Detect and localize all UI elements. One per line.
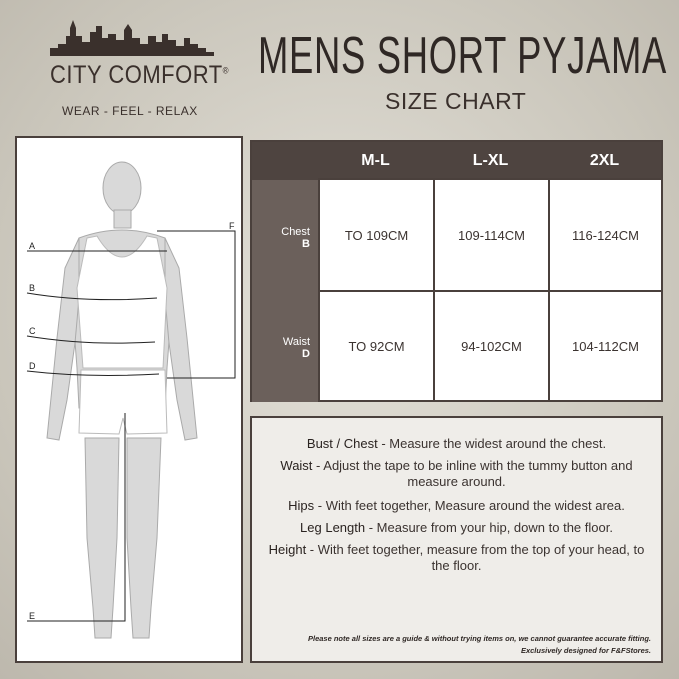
row-headers xyxy=(252,180,318,402)
note-chest: Bust / Chest - Measure the widest around the chest. xyxy=(306,436,607,451)
label-e: E xyxy=(29,611,36,621)
body-silhouette xyxy=(17,138,241,661)
size-table xyxy=(250,140,663,402)
table-cell: 94-102CM xyxy=(433,290,548,400)
registered-mark: ® xyxy=(222,65,230,76)
label-f: F xyxy=(229,221,235,231)
page-subtitle: SIZE CHART xyxy=(385,88,527,114)
note-waist: Waist - Adjust the tape to be inline with the tummy button and measure around. xyxy=(280,458,633,489)
brand-tagline: WEAR - FEEL - RELAX xyxy=(62,104,198,118)
table-cell: 104-112CM xyxy=(548,290,661,400)
note-height: Height - With feet together, measure from the top of your head, to the floor. xyxy=(268,542,645,573)
disclaimer-store: Exclusively designed for F&FStores. xyxy=(520,646,651,655)
note-hips: Hips - With feet together, Measure around the widest area. xyxy=(288,498,625,513)
label-a: A xyxy=(29,241,36,251)
column-header-m-l: M-L xyxy=(361,152,390,169)
row-header-chest: Chest B xyxy=(281,226,310,250)
table-cell: 116-124CM xyxy=(548,178,661,290)
body-measurement-figure xyxy=(15,136,243,663)
table-header xyxy=(252,142,661,180)
table-cell: TO 109CM xyxy=(318,178,433,290)
column-header-2xl: 2XL xyxy=(589,152,620,169)
label-b: B xyxy=(29,283,36,293)
note-leg-length: Leg Length - Measure from your hip, down to the floor. xyxy=(300,520,613,535)
measurement-notes xyxy=(250,416,663,663)
page-title: MENS SHORT PYJAMA xyxy=(258,27,668,85)
label-d: D xyxy=(29,361,36,371)
label-c: C xyxy=(29,326,36,336)
brand-name: CITY COMFORT® xyxy=(50,60,230,89)
table-cell: 109-114CM xyxy=(433,178,548,290)
disclaimer-fit: Please note all sizes are a guide & without trying items on, we cannot guarantee accurate fitting. xyxy=(308,634,651,643)
column-header-l-xl: L-XL xyxy=(472,152,509,169)
table-cell: TO 92CM xyxy=(318,290,433,400)
row-header-waist: Waist D xyxy=(282,336,310,360)
